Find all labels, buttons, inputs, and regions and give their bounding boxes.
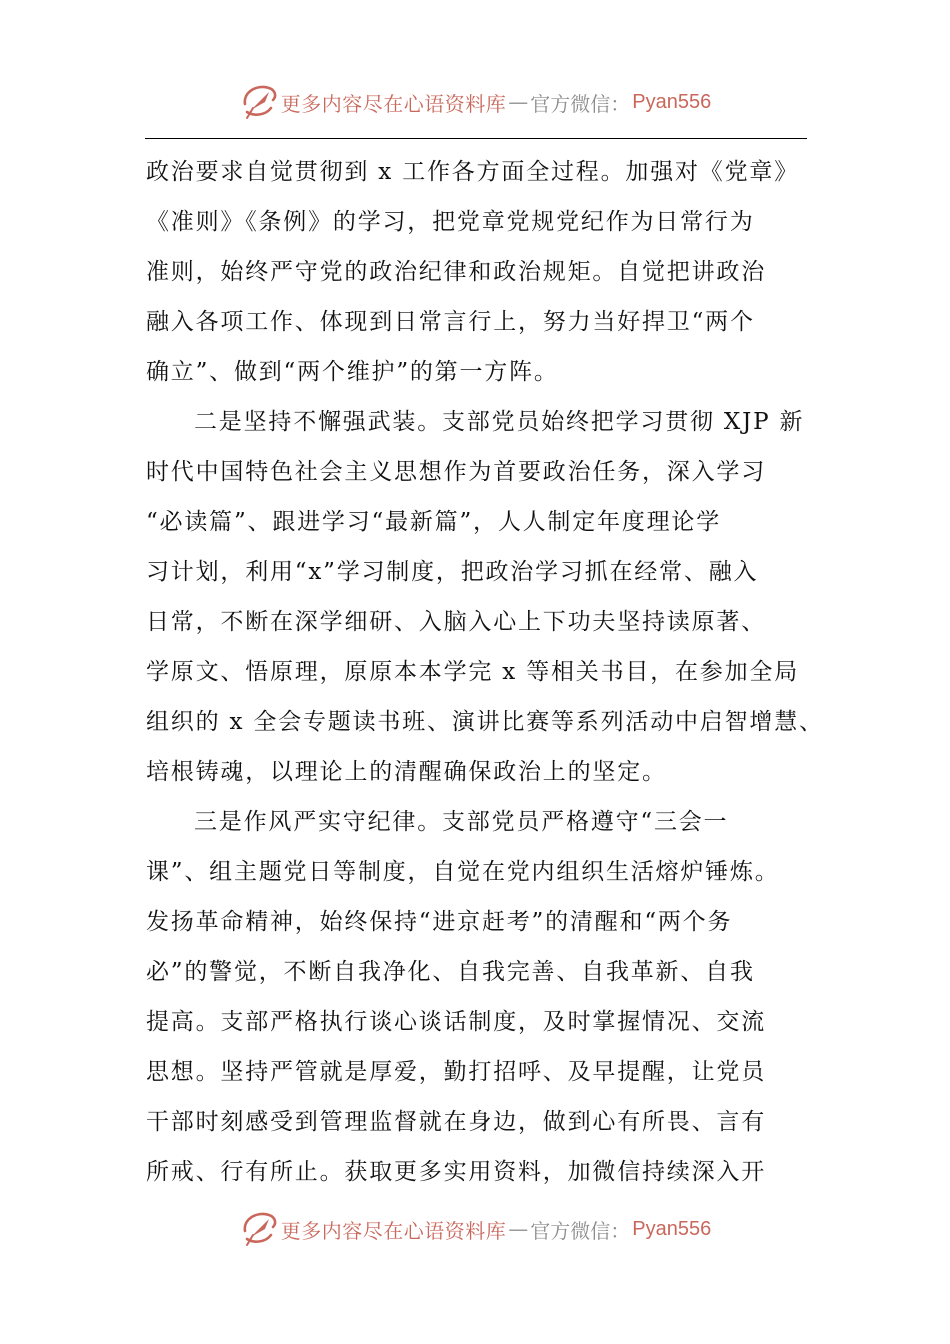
quill-logo-icon (239, 1209, 279, 1249)
paragraph-start-line: 二是坚持不懈强武装。支部党员始终把学习贯彻 XJP 新 (194, 409, 805, 435)
footer-brand-text: 更多内容尽在心语资料库 (280, 1218, 507, 1243)
footer-wechat-id: Pyan556 (632, 1217, 712, 1240)
header-official-label: 官方微信： (530, 91, 631, 116)
header-dash: — (508, 90, 529, 114)
body-line: 干部时刻感受到管理监督就在身边，做到心有所畏、言有 (146, 1109, 766, 1135)
body-line: 习计划，利用“x”学习制度，把政治学习抓在经常、融入 (146, 559, 759, 585)
body-line: 日常，不断在深学细研、入脑入心上下功夫坚持读原著、 (146, 609, 766, 635)
body-line: 确立”、做到“两个维护”的第一方阵。 (146, 359, 559, 385)
body-line: 组织的 x 全会专题读书班、演讲比赛等系列活动中启智增慧、 (146, 709, 824, 735)
body-line: 课”、组主题党日等制度，自觉在党内组织生活熔炉锤炼。 (146, 859, 780, 885)
body-line: 提高。支部严格执行谈心谈话制度，及时掌握情况、交流 (146, 1009, 766, 1035)
footer-dash: — (508, 1217, 529, 1241)
body-line: 发扬革命精神，始终保持“进京赶考”的清醒和“两个务 (146, 909, 733, 935)
header-divider (145, 138, 807, 139)
body-line: 思想。坚持严管就是厚爱，勤打招呼、及早提醒，让党员 (146, 1059, 766, 1085)
body-line: 时代中国特色社会主义思想作为首要政治任务，深入学习 (146, 459, 766, 485)
header-banner (0, 80, 950, 124)
document-body (146, 152, 826, 1202)
footer-banner (0, 1207, 950, 1251)
body-line: “必读篇”、跟进学习“最新篇”，人人制定年度理论学 (146, 509, 722, 535)
body-line: 政治要求自觉贯彻到 x 工作各方面全过程。加强对《党章》 (146, 159, 799, 185)
header-wechat-id: Pyan556 (632, 90, 712, 113)
body-line: 《准则》《条例》的学习，把党章党规党纪作为日常行为 (146, 209, 755, 235)
body-line: 必”的警觉，不断自我净化、自我完善、自我革新、自我 (146, 959, 755, 985)
body-line: 融入各项工作、体现到日常言行上，努力当好捍卫“两个 (146, 309, 755, 335)
body-line: 培根铸魂，以理论上的清醒确保政治上的坚定。 (146, 759, 667, 785)
header-brand-text: 更多内容尽在心语资料库 (280, 91, 507, 116)
body-line: 准则，始终严守党的政治纪律和政治规矩。自觉把讲政治 (146, 259, 766, 285)
body-line: 所戒、行有所止。获取更多实用资料，加微信持续深入开 (146, 1159, 766, 1185)
footer-official-label: 官方微信： (530, 1218, 631, 1243)
paragraph-start-line: 三是作风严实守纪律。支部党员严格遵守“三会一 (194, 809, 729, 835)
body-line: 学原文、悟原理，原原本本学完 x 等相关书目，在参加全局 (146, 659, 799, 685)
quill-logo-icon (239, 82, 279, 122)
